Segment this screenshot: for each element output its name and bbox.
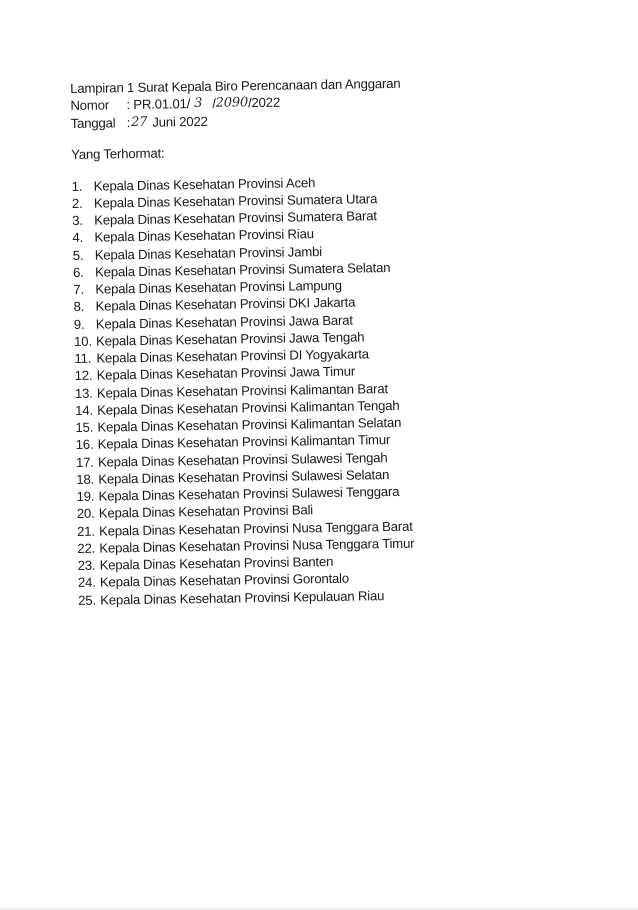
nomor-suffix: /2022 (247, 95, 281, 111)
recipient-name: Kepala Dinas Kesehatan Provinsi Bali (98, 502, 314, 521)
recipient-name: Kepala Dinas Kesehatan Provinsi Kalimantan Tengah (97, 397, 400, 418)
recipient-name: Kepala Dinas Kesehatan Provinsi Gorontalo (99, 571, 350, 590)
nomor-handwritten-code: 2090 (215, 95, 249, 112)
nomor-label: Nomor (70, 97, 110, 114)
tanggal-handwritten-day: 27 (131, 114, 148, 130)
recipient-number: 5. (72, 247, 84, 263)
recipient-number: 7. (73, 281, 85, 298)
recipient-number: 17. (75, 454, 94, 470)
recipient-name: Kepala Dinas Kesehatan Provinsi Aceh (93, 174, 316, 194)
recipient-number: 23. (77, 557, 96, 574)
recipient-name: Kepala Dinas Kesehatan Provinsi Nusa Tenggara Barat (98, 518, 413, 539)
recipient-number: 21. (76, 523, 95, 539)
recipient-name: Kepala Dinas Kesehatan Provinsi Sumatera Barat (94, 208, 377, 228)
recipient-name: Kepala Dinas Kesehatan Provinsi Jawa Tengah (95, 329, 365, 349)
recipient-number: 10. (73, 333, 92, 349)
tanggal-month-year: Juni 2022 (152, 113, 208, 130)
letter-content (70, 72, 598, 609)
recipient-name: Kepala Dinas Kesehatan Provinsi Sulawesi Tengah (97, 449, 388, 470)
recipient-number: 13. (74, 385, 93, 401)
recipient-list (72, 169, 599, 608)
recipient-number: 1. (71, 178, 83, 194)
recipient-name: Kepala Dinas Kesehatan Provinsi Kepulauan Riau (100, 587, 385, 608)
recipient-number: 4. (72, 230, 84, 246)
recipient-number: 24. (77, 575, 96, 591)
recipient-number: 3. (72, 212, 83, 229)
nomor-prefix: : PR.01.01/ (126, 96, 191, 113)
attachment-title: Lampiran 1 Surat Kepala Biro Perencanaan dan Anggaran (70, 75, 401, 96)
recipient-number: 18. (76, 471, 95, 487)
recipient-name: Kepala Dinas Kesehatan Provinsi Lampung (95, 277, 342, 297)
recipient-name: Kepala Dinas Kesehatan Provinsi Sumatera Utara (93, 191, 378, 211)
recipient-number: 15. (75, 419, 94, 436)
recipient-name: Kepala Dinas Kesehatan Provinsi Sulawesi Tenggara (98, 484, 400, 504)
nomor-separator: / (212, 96, 216, 112)
recipient-name: Kepala Dinas Kesehatan Provinsi Jawa Timur (96, 363, 356, 383)
recipient-name: Kepala Dinas Kesehatan Provinsi DKI Jakarta (95, 294, 356, 315)
recipient-number: 11. (74, 350, 92, 367)
recipient-name: Kepala Dinas Kesehatan Provinsi Riau (94, 226, 314, 246)
greeting: Yang Terhormat: (71, 145, 165, 163)
recipient-name: Kepala Dinas Kesehatan Provinsi Jawa Barat (95, 312, 353, 332)
recipient-number: 19. (76, 488, 95, 505)
recipient-number: 12. (74, 368, 93, 384)
recipient-name: Kepala Dinas Kesehatan Provinsi Kalimantan Selatan (97, 414, 402, 435)
recipient-name: Kepala Dinas Kesehatan Provinsi Sulawesi Selatan (98, 466, 390, 487)
tanggal-label: Tanggal (70, 115, 116, 131)
nomor-handwritten-number: 3 (194, 96, 203, 112)
recipient-name: Kepala Dinas Kesehatan Provinsi DI Yogyakarta (96, 346, 369, 366)
tanggal-colon: : (126, 114, 131, 130)
recipient-number: 2. (71, 195, 83, 211)
recipient-number: 14. (75, 402, 94, 418)
recipient-name: Kepala Dinas Kesehatan Provinsi Jambi (94, 243, 323, 263)
recipient-number: 9. (73, 316, 85, 332)
recipient-number: 22. (77, 540, 96, 556)
recipient-name: Kepala Dinas Kesehatan Provinsi Banten (99, 554, 334, 573)
recipient-number: 16. (75, 437, 94, 453)
recipient-name: Kepala Dinas Kesehatan Provinsi Sumatera Selatan (94, 259, 391, 280)
recipient-number: 25. (78, 592, 97, 608)
recipient-number: 8. (73, 299, 85, 315)
recipient-name: Kepala Dinas Kesehatan Provinsi Kalimantan Barat (96, 380, 388, 401)
recipient-number: 6. (72, 264, 84, 280)
recipient-name: Kepala Dinas Kesehatan Provinsi Kalimantan Timur (97, 432, 391, 452)
recipient-name: Kepala Dinas Kesehatan Provinsi Nusa Tenggara Timur (99, 535, 415, 556)
recipient-number: 20. (76, 506, 95, 522)
